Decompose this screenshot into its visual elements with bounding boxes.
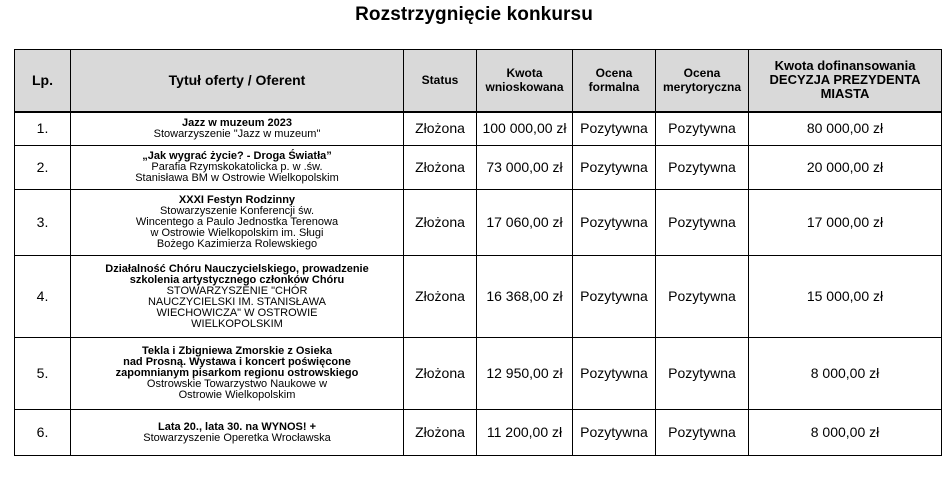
row-number: 6. xyxy=(15,410,71,456)
offerer-line: Ostrowie Wielkopolskim xyxy=(178,389,296,401)
row-number: 5. xyxy=(15,338,71,410)
offerer-line: Parafia Rzymskokatolicka p. w .św. xyxy=(151,161,323,173)
offerer-line: Stowarzyszenie Konferencji św. xyxy=(159,205,315,217)
status-cell: Złożona xyxy=(404,410,477,456)
grant-amount-cell: 20 000,00 zł xyxy=(749,146,942,190)
row-number: 3. xyxy=(15,190,71,256)
requested-amount-cell: 73 000,00 zł xyxy=(477,146,573,190)
header-requested: Kwota wnioskowana xyxy=(477,50,573,112)
requested-amount-cell: 16 368,00 zł xyxy=(477,256,573,338)
header-status: Status xyxy=(404,50,477,112)
offer-cell xyxy=(71,112,404,146)
page-title: Rozstrzygnięcie konkursu xyxy=(355,4,593,25)
merit-rating-cell: Pozytywna xyxy=(656,256,749,338)
offer-cell xyxy=(71,410,404,456)
offerer-line: Wincentego a Paulo Jednostka Terenowa xyxy=(135,216,339,228)
header-row xyxy=(15,50,942,112)
requested-amount-cell: 12 950,00 zł xyxy=(477,338,573,410)
offer-title-line: Działalność Chóru Nauczycielskiego, prowadzenie xyxy=(105,262,369,275)
requested-amount-cell: 11 200,00 zł xyxy=(477,410,573,456)
row-number: 1. xyxy=(15,112,71,146)
table-body xyxy=(15,112,942,456)
offerer-line: Stanisława BM w Ostrowie Wielkopolskim xyxy=(135,172,339,184)
merit-rating-cell: Pozytywna xyxy=(656,410,749,456)
status-cell: Złożona xyxy=(404,190,477,256)
offer-cell xyxy=(71,146,404,190)
header-lp: Lp. xyxy=(15,50,71,112)
header-formal: Ocena formalna xyxy=(573,50,656,112)
offerer-line: WIELKOPOLSKIM xyxy=(191,317,283,330)
formal-rating-cell: Pozytywna xyxy=(573,190,656,256)
offer-title-line: szkolenia artystycznego członków Chóru xyxy=(129,273,345,286)
results-table xyxy=(14,49,942,456)
offer-title-line: nad Prosną. Wystawa i koncert poświęcone xyxy=(123,356,351,368)
header-grant-line2: DECYZJA PREZYDENTA MIASTA xyxy=(769,72,921,102)
header-grant xyxy=(749,50,942,112)
table-row xyxy=(15,190,942,256)
table-row xyxy=(15,410,942,456)
offer-cell xyxy=(71,256,404,338)
table-row xyxy=(15,146,942,190)
merit-rating-cell: Pozytywna xyxy=(656,146,749,190)
merit-rating-cell: Pozytywna xyxy=(656,338,749,410)
requested-amount-cell: 100 000,00 zł xyxy=(477,112,573,146)
grant-amount-cell: 80 000,00 zł xyxy=(749,112,942,146)
table-row xyxy=(15,338,942,410)
header-offer: Tytuł oferty / Oferent xyxy=(71,50,404,112)
status-cell: Złożona xyxy=(404,338,477,410)
status-cell: Złożona xyxy=(404,112,477,146)
row-number: 4. xyxy=(15,256,71,338)
row-number: 2. xyxy=(15,146,71,190)
offerer-line: Bożego Kazimierza Rolewskiego xyxy=(156,238,318,250)
offerer-line: w Ostrowie Wielkopolskim im. Sługi xyxy=(150,227,324,239)
header-merit: Ocena merytoryczna xyxy=(656,50,749,112)
merit-rating-cell: Pozytywna xyxy=(656,112,749,146)
grant-amount-cell: 15 000,00 zł xyxy=(749,256,942,338)
offerer-line: WIECHOWICZA" W OSTROWIE xyxy=(156,306,318,319)
status-cell: Złożona xyxy=(404,256,477,338)
formal-rating-cell: Pozytywna xyxy=(573,112,656,146)
formal-rating-cell: Pozytywna xyxy=(573,410,656,456)
offer-cell xyxy=(71,338,404,410)
status-cell: Złożona xyxy=(404,146,477,190)
grant-amount-cell: 8 000,00 zł xyxy=(749,410,942,456)
merit-rating-cell: Pozytywna xyxy=(656,190,749,256)
grant-amount-cell: 8 000,00 zł xyxy=(749,338,942,410)
offer-cell xyxy=(71,190,404,256)
offer-title-line: Jazz w muzeum 2023 xyxy=(181,116,293,129)
header-grant-line1: Kwota dofinansowania xyxy=(774,58,916,74)
table-row xyxy=(15,112,942,146)
offer-title-line: XXXI Festyn Rodzinny xyxy=(178,194,296,206)
offer-title-line: Lata 20., lata 30. na WYNOS! + xyxy=(157,420,317,433)
offer-title-line: Tekla i Zbigniewa Zmorskie z Osieka xyxy=(142,345,332,357)
offerer-line: STOWARZYSZENIE "CHÓR xyxy=(166,284,308,297)
formal-rating-cell: Pozytywna xyxy=(573,146,656,190)
requested-amount-cell: 17 060,00 zł xyxy=(477,190,573,256)
offerer-line: Stowarzyszenie "Jazz w muzeum" xyxy=(153,127,321,140)
formal-rating-cell: Pozytywna xyxy=(573,338,656,410)
grant-amount-cell: 17 000,00 zł xyxy=(749,190,942,256)
table-row xyxy=(15,256,942,338)
offerer-line: Ostrowskie Towarzystwo Naukowe w xyxy=(146,378,328,390)
offer-title-line: „Jak wygrać życie? - Droga Światła” xyxy=(142,150,332,162)
formal-rating-cell: Pozytywna xyxy=(573,256,656,338)
offerer-line: Stowarzyszenie Operetka Wrocławska xyxy=(143,431,331,444)
offer-title-line: zapomnianym pisarkom regionu ostrowskiego xyxy=(115,367,359,379)
offerer-line: NAUCZYCIELSKI IM. STANISŁAWA xyxy=(147,295,327,308)
